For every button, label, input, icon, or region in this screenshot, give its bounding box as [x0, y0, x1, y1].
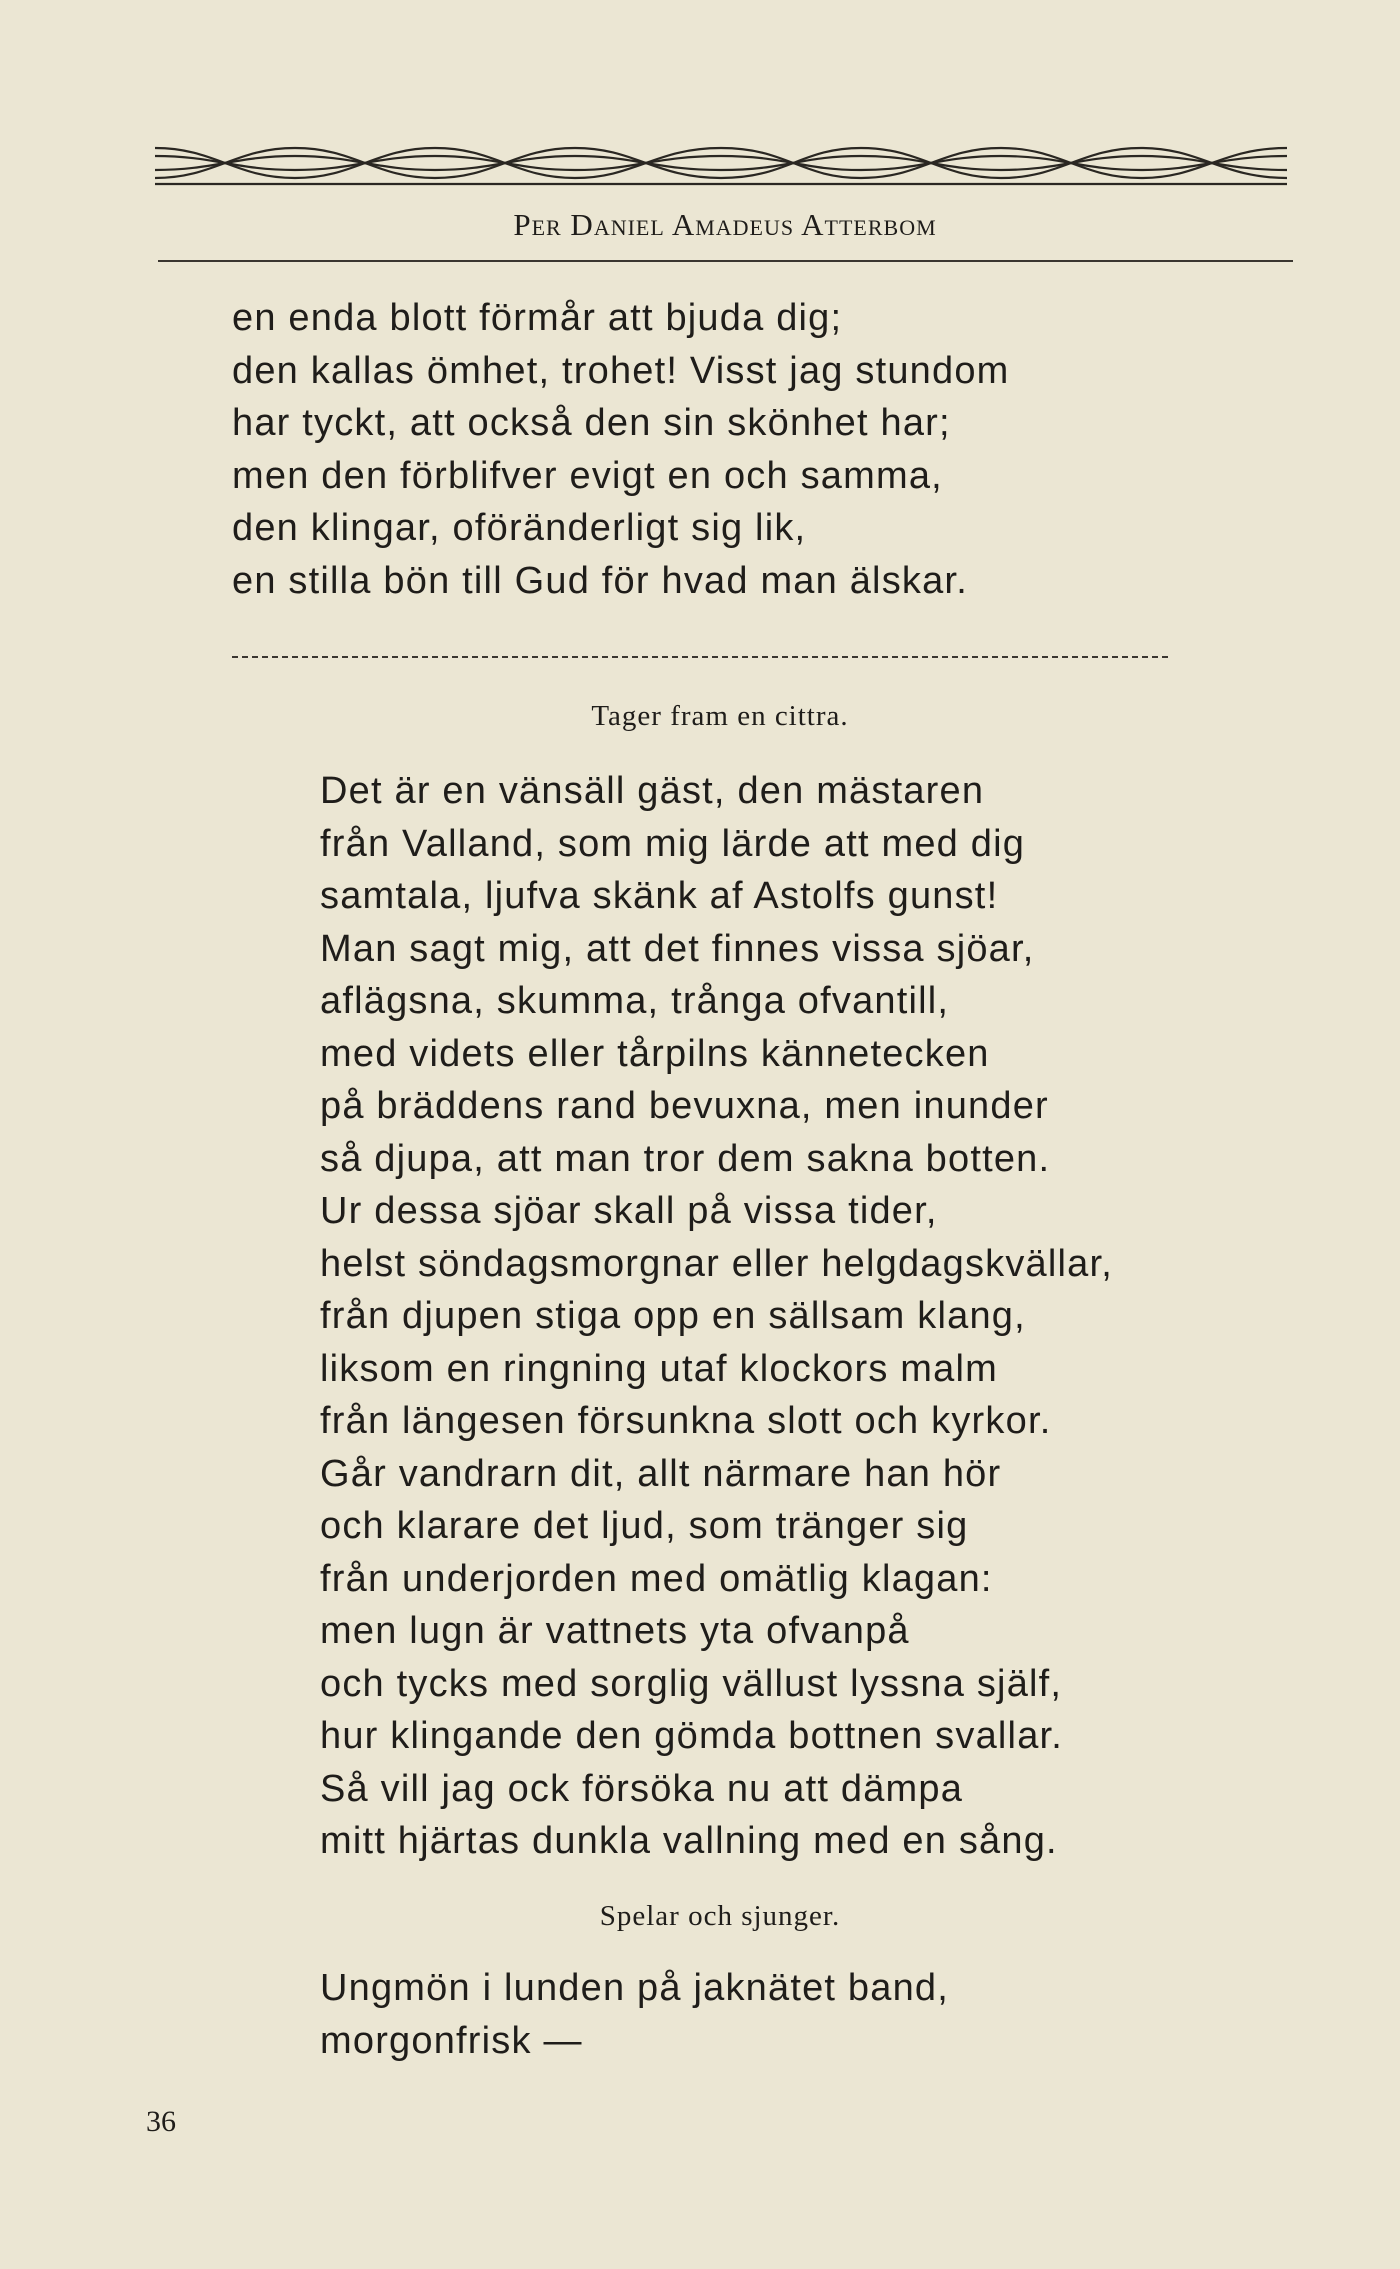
running-header-author: Per Daniel Amadeus Atterbom	[513, 207, 937, 242]
verse-line: men lugn är vattnets yta ofvanpå	[320, 1610, 910, 1652]
verse-line: från längesen försunkna slott och kyrkor.	[320, 1400, 1052, 1442]
verse-block-2	[320, 765, 1113, 1868]
verse-line: men den förblifver evigt en och samma,	[232, 454, 943, 497]
verse-line: aflägsna, skumma, trånga ofvantill,	[320, 980, 950, 1022]
page-number: 36	[146, 2105, 176, 2138]
verse-line: den kallas ömhet, trohet! Visst jag stundom	[232, 349, 1010, 392]
verse-line: Det är en vänsäll gäst, den mästaren	[320, 770, 985, 812]
verse-line: Man sagt mig, att det finnes vissa sjöar,	[320, 927, 1035, 970]
verse-line: helst söndagsmorgnar eller helgdagskvällar,	[320, 1242, 1114, 1285]
verse-line: morgonfrisk —	[320, 2019, 583, 2062]
verse-line: hur klingande den gömda bottnen svallar.	[320, 1715, 1064, 1757]
verse-line: samtala, ljufva skänk af Astolfs gunst!	[320, 875, 999, 917]
verse-line: mitt hjärtas dunkla vallning med en sång.	[320, 1820, 1058, 1862]
verse-line: från Valland, som mig lärde att med dig	[320, 822, 1026, 865]
verse-line: på bräddens rand bevuxna, men inunder	[320, 1085, 1049, 1127]
header-rule	[158, 260, 1293, 262]
verse-block-3	[320, 1962, 949, 2067]
verse-line: Ur dessa sjöar skall på vissa tider,	[320, 1190, 938, 1232]
section-divider	[232, 656, 1168, 658]
stage-direction: Spelar och sjunger.	[599, 1900, 841, 1932]
verse-line: Ungmön i lunden på jaknätet band,	[320, 1967, 950, 2009]
verse-line: Så vill jag ock försöka nu att dämpa	[320, 1767, 964, 1810]
verse-line: har tyckt, att också den sin skönhet har;	[232, 402, 951, 444]
verse-line: en enda blott förmår att bjuda dig;	[232, 297, 843, 339]
verse-line: och klarare det ljud, som tränger sig	[320, 1505, 969, 1547]
stage-direction: Tager fram en cittra.	[591, 700, 849, 732]
verse-line: så djupa, att man tror dem sakna botten.	[320, 1137, 1051, 1180]
verse-line: från djupen stiga opp en sällsam klang,	[320, 1295, 1026, 1337]
verse-line: från underjorden med omätlig klagan:	[320, 1557, 993, 1600]
verse-block-1	[232, 292, 1010, 607]
verse-line: med videts eller tårpilns kännetecken	[320, 1032, 990, 1075]
decorative-ornament-band	[155, 138, 1287, 188]
verse-line: den klingar, oföränderligt sig lik,	[232, 507, 807, 549]
verse-line: liksom en ringning utaf klockors malm	[320, 1347, 998, 1390]
verse-line: Går vandrarn dit, allt närmare han hör	[320, 1452, 1002, 1495]
verse-line: en stilla bön till Gud för hvad man älskar.	[232, 559, 968, 602]
verse-line: och tycks med sorglig vällust lyssna själf,	[320, 1662, 1063, 1705]
